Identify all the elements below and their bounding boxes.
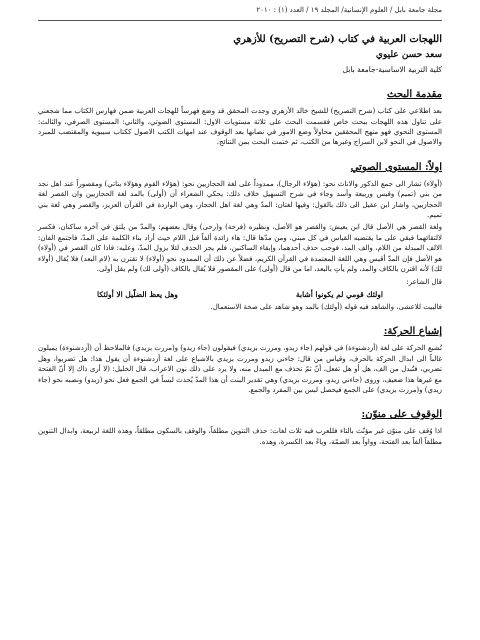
section2-heading: إشباع الحركة: xyxy=(383,326,442,338)
verse-hemistich-2: وهل يعظ الضلّيل الا أولئكا xyxy=(97,289,178,299)
section1-paragraph-2: ولغة القصر هي الأصل قال ابن يعيش: والقصر هو الأصل، ونظيره (فرحة) و(رحى) وقال بعضهم: والمدّ من يلتق في آخره ساكنان، فكسر لالتقائهما فبقي على ما يقتضيه القياس في كل مبني، ومن مدّها قال: هاء زائدة ألفاً قبل اللام حيث أراد بناء الكلمة على المدّ، فاجتمع الفان: الالف المبدلة من اللام، والف المد، فوجب حذف أحدهما، وإبقاء الساكنين، فلم يجز الحذف لئلا يزول المدّ، وعليه: فاذا كان القصر في (أولاء) هو الأصل فإن المدّ أقيس وهي اللغة المعتمدة في القرآن الكريم، فضلاً عن ذلك أن الممدود نحو (أولاء) لا تقترن به (لام البعد) فلا يُقال (أولاء لك) لأنه اقترن بالكاف والمد، ولم يأتِ بالبعد، اما من قال (أولى) على المقصور فلا يُقال بالكاف (أولى لك) ولم يقل أولى. xyxy=(38,223,442,274)
section3-paragraph: اذا وُقف على منوّن غير مؤنّث بالتاء فللعرب فيه ثلاث لغات: حذف التنوين مطلقاً، والوقف بالسكون مطلقاً، وهذه اللغة لربيعة، وابدال التنوين مطلقاً ألفاً بعد الفتحة، وواواً بعد الضمّة، وياءً بعد الكسرة، وهذه. xyxy=(38,427,442,446)
poetry-verse xyxy=(38,290,442,299)
intro-paragraph: بعد اطلاعي على كتاب (شرح التصريح) للشيخ خالد الأزهري وجدت المحقق قد وضع فهرساً للهجات العربية ضمن فهارس الكتاب مما شجعني على تناول هذه اللهجات ببحث خاص فقسمت البحث على ثلاثة مستويات الاول: المستوى الصوتي، والثاني: المستوى الصرفي، والثالث: المستوى النحوي فهو منهج المحققين محاولاً وضع الامور في نصابها بعد الوقوف عند امهات الكتب الاصول ككتاب سيبويه والمقتضب للمبرد والاصول في النحو لابن السراج وغيرها من الكتب، ثم ختمت البحث بمن النتائج. xyxy=(38,107,442,147)
intro-heading: مقدمة البحث xyxy=(387,89,442,101)
section3-heading: الوقوف على منوّن: xyxy=(361,409,442,421)
verse-hemistich-1: اولئك قومي لم يكونوا أشابة xyxy=(296,289,383,299)
author-affiliation: كلية التربية الاساسية-جامعة بابل xyxy=(342,64,442,74)
paper-title: اللهجات العربية في كتاب (شرح التصريح) للأزهري xyxy=(233,34,442,45)
section1-heading: اولاً: المستوى الصوتي xyxy=(350,161,442,173)
after-verse-paragraph: فالبيت للاعشى، والشاهد فيه قوله (أولئك) بالمد وهو شاهد على صحة الاستعمال. xyxy=(210,302,442,311)
running-head: مجلة جامعة بابل / العلوم الإنسانية/ المجلد ١٩ / العدد (١) : ٢٠١٠ xyxy=(38,6,442,21)
section2-paragraph: تُشبع الحركة على لغة (أزدشنوءة) في قولهم (جاء زيدو، ومررت بزيدي) فيقولون (جاء زيدو) و(مررت بزيدي) فالملاحظ أن (أزدشنوءة) يميلون غالباً الى ابدال الحركة بالحرف، وقياس من قال: جاءني زيدو ومررت بزيدي بالاشباع على لغة أزدشنوءة أن يقول هذا: هل تضربوا، وهل تضربي، فتُبدل من الف، هل أو هل تفعل، أنّ ثمّ تحذف مع المبدل منه، ولا يرد على ذلك نون الاعراب، قال الخليل: (لا أرى ذاك إلا أنّ الفتحة مع غيرها هذا ضعيف، وروى (جاءني زيدو، ومررت بزيدي) وهي تقدير البنت أن هذا المدّ يُحدث لبساً في الجمع فعل نحو (زيدو) ونصبه نحو (جاء زيدي) و(مررت بزيدي) على الجمع فيحصل لبس بين المفرد والجمع. xyxy=(38,344,442,394)
title-block xyxy=(38,35,442,75)
section1-paragraph-1: (أولاء) تشار الى جمع الذكور والاناث نحو: (هؤلاء الرجال)، ممدوداً على لغة الحجازيين نحو: (هؤلاء القوم وهؤلاء بناتي) ومقصوراً عند اهل نجد من بني (تميم) وقيس وربيعة وأسد وجاء في شرح التسهيل خلاف ذلك: يحكي الشعراء أن (أولى) بالمد لغة الحجازيين وان القصر لغة الحجازيين، واشار ابن عقيل الى ذلك بالقول: وفيها لغتان: المدّ وهي لغة اهل الحجاز، وهي الواردة في القرآن العزيز، والقصر وهي لغة بني تميم. xyxy=(38,179,442,220)
author-name: سعد حسن عليوي xyxy=(375,50,442,61)
verse-intro: قال الشاعر: xyxy=(406,277,442,286)
